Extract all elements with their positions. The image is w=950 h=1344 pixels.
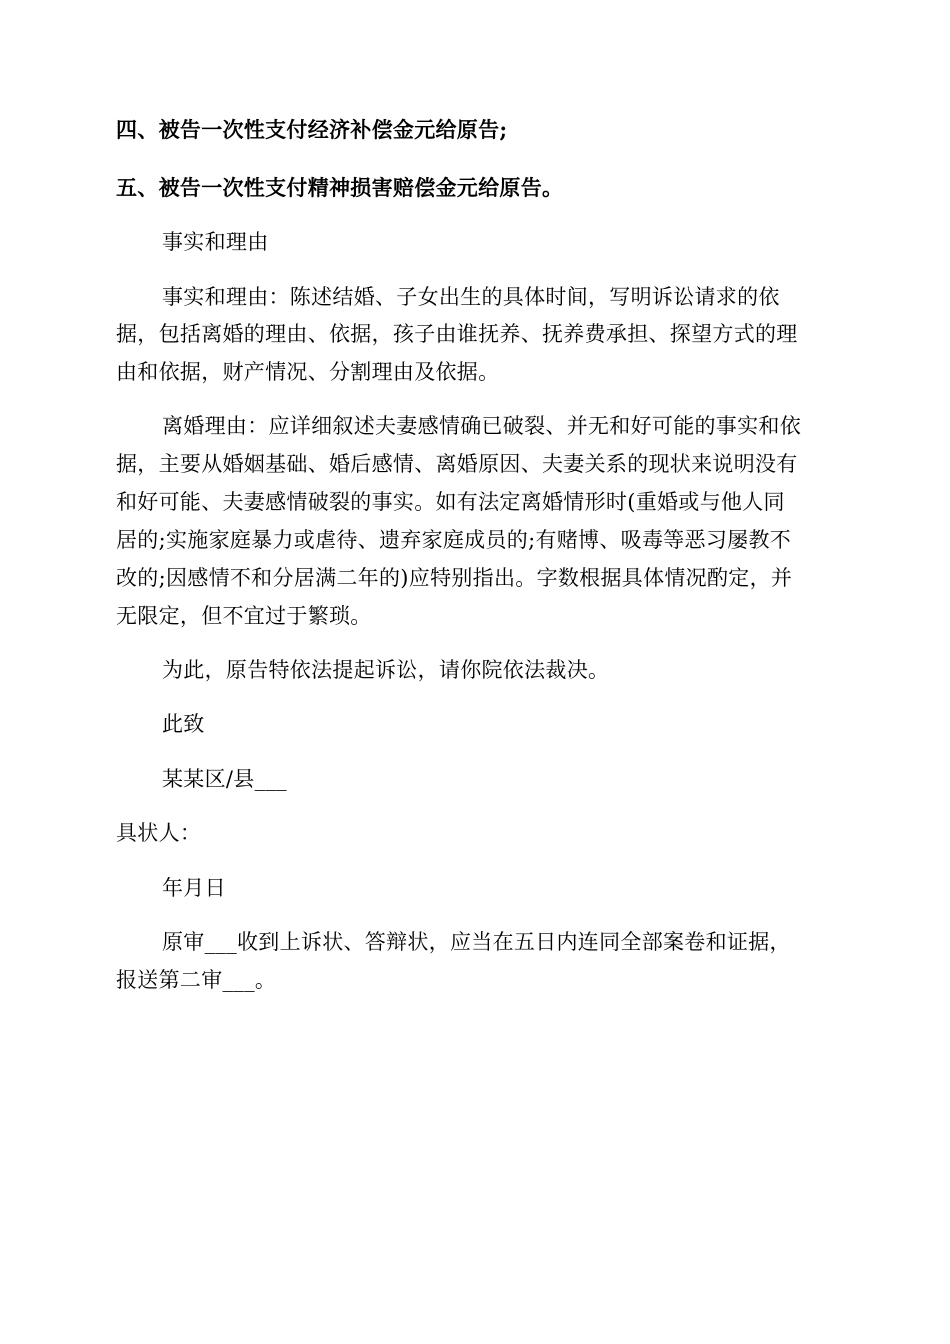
divorce-line-4: 居的;实施家庭暴力或虐待、遗弃家庭成员的;有赌博、吸毒等恶习屡教不 bbox=[116, 528, 792, 552]
signer-label: 具状人： bbox=[116, 821, 202, 845]
facts-line-1: 事实和理由：陈述结婚、子女出生的具体时间，写明诉讼请求的依 bbox=[162, 285, 780, 309]
facts-line-2: 据，包括离婚的理由、依据，孩子由谁抚养、抚养费承担、探望方式的理 bbox=[116, 322, 798, 346]
note-line-2: 报送第二审___。 bbox=[116, 968, 277, 992]
facts-line-3: 由和依据，财产情况、分割理由及依据。 bbox=[116, 360, 500, 384]
salutation: 此致 bbox=[162, 712, 205, 736]
court-name: 某某区/县___ bbox=[162, 767, 287, 791]
divorce-line-2: 据，主要从婚姻基础、婚后感情、离婚原因、夫妻关系的现状来说明没有 bbox=[116, 452, 798, 476]
closing-statement: 为此，原告特依法提起诉讼，请你院依法裁决。 bbox=[162, 658, 610, 682]
divorce-line-5: 改的;因感情不和分居满二年的)应特别指出。字数根据具体情况酌定，并 bbox=[116, 566, 793, 590]
divorce-line-1: 离婚理由：应详细叙述夫妻感情确已破裂、并无和好可能的事实和依 bbox=[162, 414, 801, 438]
claim-four: 四、被告一次性支付经济补偿金元给原告; bbox=[116, 117, 508, 142]
divorce-line-3: 和好可能、夫妻感情破裂的事实。如有法定离婚情形时(重婚或与他人同 bbox=[116, 490, 785, 514]
divorce-line-6: 无限定，但不宜过于繁琐。 bbox=[116, 604, 372, 628]
claim-five: 五、被告一次性支付精神损害赔偿金元给原告。 bbox=[116, 175, 564, 200]
date-label: 年月日 bbox=[162, 876, 226, 900]
note-line-1: 原审___收到上诉状、答辩状，应当在五日内连同全部案卷和证据， bbox=[162, 930, 791, 954]
section-heading: 事实和理由 bbox=[162, 230, 269, 254]
